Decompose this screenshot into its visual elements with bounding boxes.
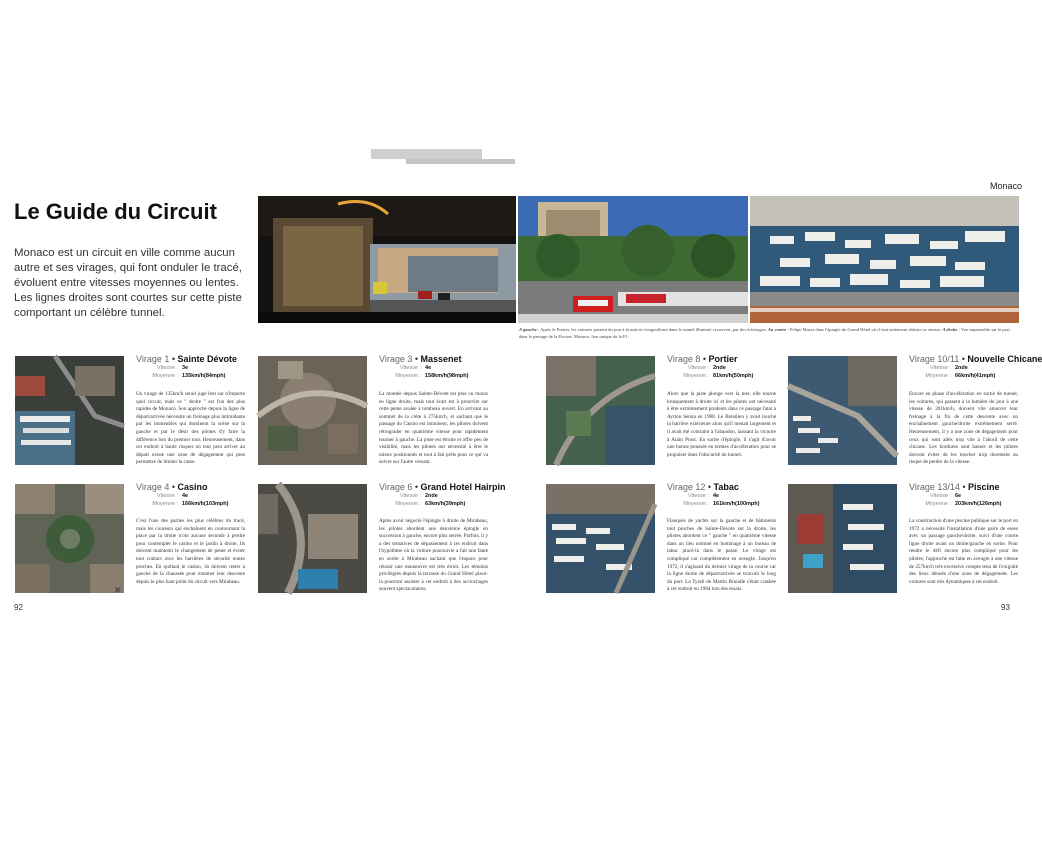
average-value: 203km/h(126mph) bbox=[955, 501, 1002, 507]
corner-aerial-photo bbox=[258, 356, 367, 465]
average-value: 81km/h(50mph) bbox=[713, 373, 754, 379]
speed-value: 2nde bbox=[425, 493, 438, 499]
corner-average-row bbox=[667, 500, 759, 508]
average-label: Moyenne : bbox=[925, 501, 951, 507]
corner-speed-row bbox=[909, 492, 961, 500]
corner-label: Virage 13/14 bbox=[909, 482, 960, 492]
corner-heading: Virage 4 • Casino bbox=[136, 482, 208, 492]
average-label: Moyenne : bbox=[925, 373, 951, 379]
corner-aerial-photo bbox=[546, 484, 655, 593]
speed-value: 3e bbox=[182, 365, 189, 371]
speed-label: Vitesse : bbox=[930, 493, 951, 499]
grand-hotel-photo bbox=[518, 196, 748, 323]
corner-average-row bbox=[909, 500, 1001, 508]
corner-heading: Virage 8 • Portier bbox=[667, 354, 738, 364]
caption-text-left: : Après le Portier, les voitures passent du jour à la nuit en s'engouffrant dans le tunnel illuminé, recouvert, par des éclairages. bbox=[536, 327, 768, 332]
average-value: 161km/h(100mph) bbox=[713, 501, 760, 507]
corner-heading: Virage 1 • Sainte Dévote bbox=[136, 354, 238, 364]
average-label: Moyenne : bbox=[152, 501, 178, 507]
corner-average-row bbox=[136, 372, 225, 380]
corner-average-row bbox=[379, 372, 468, 380]
harbour-photo bbox=[750, 196, 1019, 323]
tunnel-photo bbox=[258, 196, 516, 323]
corner-description: Encore en phase d'accélération en sortie de tunnel, les voitures, qui passent à la lumière du jour à une vitesse de 281km/h, doivent vite amorcer leur freinage à la fin de cette descente avec un enchaînement gauche/droite extrêmement serré. Heureusement, il y a une zone de dégagement pour ceux qui sont allés trop vite à l'abord de cette chicane. Les bordures sont basses et les pilotes doivent éviter de les toucher trop durement au risque de perdre de la vitesse. bbox=[909, 391, 1018, 466]
caption-text-center: : Felipe Massa dans l'épingle du Grand Hôtel où il faut nettement réduire sa vitesse. bbox=[786, 327, 943, 332]
average-value: 135km/h(84mph) bbox=[182, 373, 226, 379]
corner-description: La construction d'une piscine publique sur le port en 1972 a nécessité l'installation d'une paire de esses avec un passage gauche/droite, suivi d'une courte ligne droite avant un droite/gauche en sortie. Pour rendre le défi encore plus compliqué pour les pilotes, l'approche est faite en aveugle à une vitesse de 257km/h très excessive compte tenu de l'exiguïté des lieux dénués d'une zone de dégagement. Les voitures sont très dynamiques à cet endroit. bbox=[909, 518, 1018, 585]
corner-aerial-photo bbox=[546, 356, 655, 465]
corner-description: Un virage de 135km/h serait jugé lent sur n'importe quel circuit, mais ce " droite " est l'un des plus rapides de Monaco. Son approche depuis la ligne de départ/arrivée nécessite un freinage plus intimidante par les immeubles qui dominent la scène sur la gauche et par le désir des pilotes d'y faire la différence lors du premier tour. Heureusement, dans cet endroit à haute risques où tout peut arriver au départ existe une zone de dégagement qui peut permettre de limiter la casse. bbox=[136, 391, 245, 466]
corner-heading: Virage 10/11 • Nouvelle Chicane bbox=[909, 354, 1042, 364]
speed-value: 4e bbox=[713, 493, 720, 499]
corner-description: C'est l'une des parties les plus célèbres du tracé, mais les coureurs qui enchaînent en contournant la place par la droite n'ont aucune seconde à perdre pour contempler le casino et le jardin à droite. Ils doivent maintenir le changement de pente et éviter tout contact avec les barrières de sécurité toutes proches. En quittant le casino, ils doivent rester à gauche de la chaussée pour entamer leur descente depuis le plus haut point du circuit vers Mirabeau. bbox=[136, 518, 245, 585]
speed-label: Vitesse : bbox=[930, 365, 951, 371]
speed-value: 4e bbox=[182, 493, 189, 499]
corner-average-row bbox=[136, 500, 228, 508]
corner-heading: Virage 12 • Tabac bbox=[667, 482, 739, 492]
average-label: Moyenne : bbox=[395, 373, 421, 379]
average-label: Moyenne : bbox=[395, 501, 421, 507]
speed-value: 2nde bbox=[955, 365, 968, 371]
corner-speed-row bbox=[136, 364, 188, 372]
average-value: 158km/h(98mph) bbox=[425, 373, 469, 379]
corner-aerial-photo bbox=[15, 356, 124, 465]
speed-label: Vitesse : bbox=[157, 493, 178, 499]
average-value: 63km/h(39mph) bbox=[425, 501, 466, 507]
speed-label: Vitesse : bbox=[688, 493, 709, 499]
speed-value: 6e bbox=[955, 493, 962, 499]
intro-paragraph: Monaco est un circuit en ville comme aucun autre et ses virages, qui font onduler le tracé, évoluent entre vitesses moyennes ou lentes. Les lignes droites sont courtes sur cette piste comportant un célèbre tunnel. bbox=[14, 247, 242, 319]
corner-name: Sainte Dévote bbox=[177, 354, 238, 364]
corner-aerial-photo bbox=[788, 484, 897, 593]
corner-speed-row bbox=[667, 492, 719, 500]
corner-name: Tabac bbox=[713, 482, 739, 492]
corner-label: Virage 1 bbox=[136, 354, 170, 364]
corner-speed-row bbox=[379, 364, 431, 372]
caption-label-right: A droite bbox=[942, 327, 958, 332]
corner-heading: Virage 13/14 • Piscine bbox=[909, 482, 1000, 492]
corner-speed-row bbox=[909, 364, 968, 372]
corner-heading: Virage 3 • Massenet bbox=[379, 354, 462, 364]
corner-name: Casino bbox=[177, 482, 208, 492]
corner-name: Massenet bbox=[420, 354, 462, 364]
corner-average-row bbox=[909, 372, 995, 380]
corner-speed-row bbox=[379, 492, 438, 500]
speed-label: Vitesse : bbox=[400, 493, 421, 499]
average-label: Moyenne : bbox=[683, 501, 709, 507]
speed-label: Vitesse : bbox=[688, 365, 709, 371]
corner-average-row bbox=[667, 372, 753, 380]
gray-bar-top bbox=[371, 149, 482, 159]
gray-bar-bottom bbox=[406, 159, 515, 164]
average-value: 166km/h(103mph) bbox=[182, 501, 229, 507]
caption-label-center: Au centre bbox=[767, 327, 787, 332]
running-head: Monaco bbox=[990, 181, 1023, 191]
average-label: Moyenne : bbox=[683, 373, 709, 379]
corner-name: Nouvelle Chicane bbox=[967, 354, 1042, 364]
average-label: Moyenne : bbox=[152, 373, 178, 379]
speed-value: 2nde bbox=[713, 365, 726, 371]
corner-description: La montée depuis Sainte-Dévote est plus ou moins en ligne droite, mais tout écart est à proscrire sur cette pente avalée à tombeau ouvert. En arrivant au sommet de la crête à 275km/h, et sachant que le passage du Casino est imminent, les pilotes doivent rétrograder en quatrième vitesse pour rapidement tourner à gauche. La piste est étroite et offre peu de visibilité, mais les pilotes ont nécessité à être le mieux positionnés et tout à fait prêts pour ce qui va suivre sur l'autre versant. bbox=[379, 391, 488, 466]
corner-label: Virage 10/11 bbox=[909, 354, 960, 364]
corner-aerial-photo bbox=[15, 484, 124, 593]
close-icon: ✖ bbox=[114, 585, 122, 595]
average-value: 66km/h(41mph) bbox=[955, 373, 996, 379]
page-number-left: 92 bbox=[14, 603, 23, 612]
corner-name: Portier bbox=[708, 354, 738, 364]
speed-label: Vitesse : bbox=[400, 365, 421, 371]
page-title: Le Guide du Circuit bbox=[14, 199, 217, 224]
corner-label: Virage 4 bbox=[136, 482, 170, 492]
corner-aerial-photo bbox=[258, 484, 367, 593]
corner-name: Piscine bbox=[968, 482, 1000, 492]
corner-description: Alors que la piste plonge vers la mer, elle tourne brusquement à droite ici et les pilotes ont nécessité à être extrêmement prudents dans ce passage fatal à Ayrton Senna en 1988. Le Brésilien y avait touché la barrière extérieure alors qu'il menait largement et il avait été contraint à l'abandon, laissant la victoire à Alain Prost. En sortie d'épingle, il s'agit d'avoir une bonne poussée en termes d'accélération pour se propulser dans l'obscurité du tunnel. bbox=[667, 391, 776, 458]
corner-heading: Virage 6 • Grand Hotel Hairpin bbox=[379, 482, 506, 492]
caption-label-left: A gauche bbox=[519, 327, 537, 332]
corner-label: Virage 12 bbox=[667, 482, 706, 492]
page-number-right: 93 bbox=[1001, 603, 1010, 612]
speed-label: Vitesse : bbox=[157, 365, 178, 371]
corner-label: Virage 8 bbox=[667, 354, 701, 364]
corner-name: Grand Hotel Hairpin bbox=[420, 482, 506, 492]
corner-description: Après avoir négocié l'épingle à droite de Mirabeau, les pilotes abordent une deuxième épingle en succession à gauche, encore plus serrée. Parfois, il y a des tentatives de dépassement à cet endroit dans l'hypothèse où la voiture poursuivie a fait une faute en sortie à Mirabeau sachant que l'espace pour réussir une manœuvre est très étroit. Les témoins privilégiés depuis la terrasse du Grand Hôtel placé-la pourront assister à cet endroit à des accrochages souvent spectaculaires. bbox=[379, 518, 488, 593]
corner-description: Flanqués de yachts sur la gauche et de bâtiments tout proches de Sainte-Dévote sur la droite, les pilotes abordent ce " gauche " en quatrième vitesse dans un lieu nommé en hommage à un bureau de tabac placé-là dans le passé. Le virage est compliqué car complètement en aveugle. Jusqu'en 1972, il s'agissait du dernier virage de la course car la ligne droite de départ/arrivée se trouvait le long du port. La Tyrell de Martin Brundle s'était crashée à cet endroit en 1984 lors des essais. bbox=[667, 518, 776, 593]
caption-text-right: : Vue imprenable sur le port dans le passage de la Piscine. Monaco, lieu unique de la F1. bbox=[519, 327, 1010, 339]
corner-aerial-photo bbox=[788, 356, 897, 465]
corner-average-row bbox=[379, 500, 465, 508]
corner-label: Virage 3 bbox=[379, 354, 413, 364]
corner-speed-row bbox=[136, 492, 188, 500]
corner-speed-row bbox=[667, 364, 726, 372]
speed-value: 4e bbox=[425, 365, 432, 371]
corner-label: Virage 6 bbox=[379, 482, 413, 492]
photo-caption bbox=[519, 326, 1011, 340]
